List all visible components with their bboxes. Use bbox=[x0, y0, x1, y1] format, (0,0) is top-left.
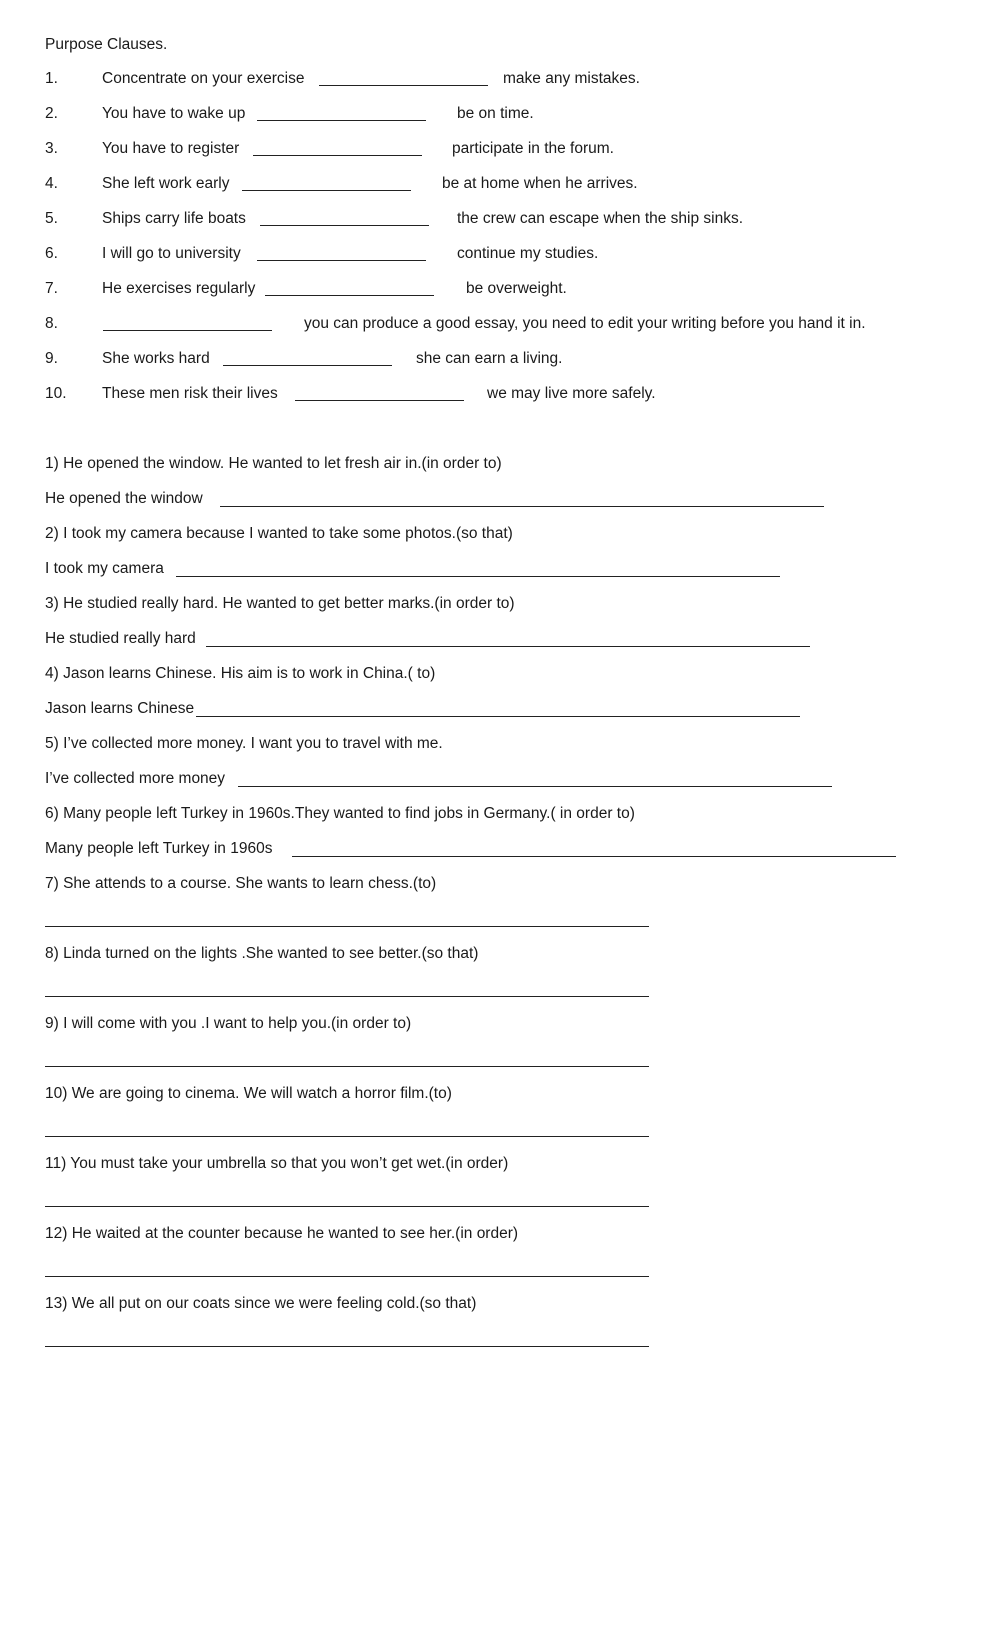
answer-line[interactable] bbox=[45, 996, 649, 997]
answer-line[interactable] bbox=[45, 1206, 649, 1207]
item-number: 10. bbox=[45, 385, 67, 402]
item-text-before: Concentrate on your exercise bbox=[102, 70, 305, 87]
item-text-before: You have to wake up bbox=[102, 105, 246, 122]
item-number: 6. bbox=[45, 245, 58, 262]
rewrite-start: I’ve collected more money bbox=[45, 770, 226, 787]
question-prompt: 7) She attends to a course. She wants to learn chess.(to) bbox=[45, 875, 437, 892]
item-number: 3. bbox=[45, 140, 58, 157]
item-text-after: be on time. bbox=[457, 105, 534, 122]
rewrite-start: He studied really hard bbox=[45, 630, 196, 647]
item-text-before: He exercises regularly bbox=[102, 280, 256, 297]
answer-blank[interactable] bbox=[319, 85, 488, 86]
answer-blank[interactable] bbox=[295, 400, 464, 401]
item-text-after: she can earn a living. bbox=[416, 350, 563, 367]
item-text-after: make any mistakes. bbox=[503, 70, 640, 87]
item-number: 7. bbox=[45, 280, 58, 297]
rewrite-answer-line[interactable] bbox=[196, 716, 800, 717]
item-text-before: She left work early bbox=[102, 175, 230, 192]
item-number: 2. bbox=[45, 105, 58, 122]
item-text-after: we may live more safely. bbox=[487, 385, 656, 402]
rewrite-answer-line[interactable] bbox=[238, 786, 832, 787]
rewrite-answer-line[interactable] bbox=[220, 506, 824, 507]
answer-blank[interactable] bbox=[260, 225, 429, 226]
item-text-before: These men risk their lives bbox=[102, 385, 278, 402]
item-number: 8. bbox=[45, 315, 58, 332]
rewrite-prompt: 2) I took my camera because I wanted to take some photos.(so that) bbox=[45, 525, 513, 542]
answer-blank[interactable] bbox=[242, 190, 411, 191]
rewrite-prompt: 5) I’ve collected more money. I want you to travel with me. bbox=[45, 735, 443, 752]
item-number: 1. bbox=[45, 70, 58, 87]
answer-line[interactable] bbox=[45, 1136, 649, 1137]
item-text-before: I will go to university bbox=[102, 245, 241, 262]
question-prompt: 10) We are going to cinema. We will watch a horror film.(to) bbox=[45, 1085, 452, 1102]
item-text-after: participate in the forum. bbox=[452, 140, 614, 157]
rewrite-start: Jason learns Chinese bbox=[45, 700, 195, 717]
answer-line[interactable] bbox=[45, 1276, 649, 1277]
rewrite-prompt: 6) Many people left Turkey in 1960s.They wanted to find jobs in Germany.( in order to) bbox=[45, 805, 635, 822]
answer-blank[interactable] bbox=[253, 155, 422, 156]
answer-blank[interactable] bbox=[223, 365, 392, 366]
rewrite-start: I took my camera bbox=[45, 560, 164, 577]
item-text-before: She works hard bbox=[102, 350, 210, 367]
item-number: 4. bbox=[45, 175, 58, 192]
item-number: 5. bbox=[45, 210, 58, 227]
rewrite-start: Many people left Turkey in 1960s bbox=[45, 840, 273, 857]
answer-line[interactable] bbox=[45, 1066, 649, 1067]
rewrite-prompt: 3) He studied really hard. He wanted to get better marks.(in order to) bbox=[45, 595, 515, 612]
item-number: 9. bbox=[45, 350, 58, 367]
item-text-after: continue my studies. bbox=[457, 245, 599, 262]
rewrite-prompt: 4) Jason learns Chinese. His aim is to work in China.( to) bbox=[45, 665, 436, 682]
answer-line[interactable] bbox=[45, 1346, 649, 1347]
question-prompt: 11) You must take your umbrella so that you won’t get wet.(in order) bbox=[45, 1155, 509, 1172]
rewrite-answer-line[interactable] bbox=[292, 856, 896, 857]
question-prompt: 13) We all put on our coats since we were feeling cold.(so that) bbox=[45, 1295, 477, 1312]
item-text-before: You have to register bbox=[102, 140, 240, 157]
rewrite-prompt: 1) He opened the window. He wanted to let fresh air in.(in order to) bbox=[45, 455, 502, 472]
rewrite-answer-line[interactable] bbox=[206, 646, 810, 647]
item-text-after: you can produce a good essay, you need to edit your writing before you hand it in. bbox=[304, 315, 866, 332]
answer-blank[interactable] bbox=[265, 295, 434, 296]
answer-blank[interactable] bbox=[257, 120, 426, 121]
answer-blank[interactable] bbox=[257, 260, 426, 261]
item-text-after: the crew can escape when the ship sinks. bbox=[457, 210, 744, 227]
rewrite-answer-line[interactable] bbox=[176, 576, 780, 577]
answer-line[interactable] bbox=[45, 926, 649, 927]
question-prompt: 12) He waited at the counter because he wanted to see her.(in order) bbox=[45, 1225, 519, 1242]
answer-blank[interactable] bbox=[103, 330, 272, 331]
worksheet-title: Purpose Clauses. bbox=[45, 36, 168, 53]
item-text-before: Ships carry life boats bbox=[102, 210, 246, 227]
question-prompt: 8) Linda turned on the lights .She wanted to see better.(so that) bbox=[45, 945, 479, 962]
rewrite-start: He opened the window bbox=[45, 490, 203, 507]
question-prompt: 9) I will come with you .I want to help you.(in order to) bbox=[45, 1015, 412, 1032]
item-text-after: be at home when he arrives. bbox=[442, 175, 638, 192]
item-text-after: be overweight. bbox=[466, 280, 567, 297]
